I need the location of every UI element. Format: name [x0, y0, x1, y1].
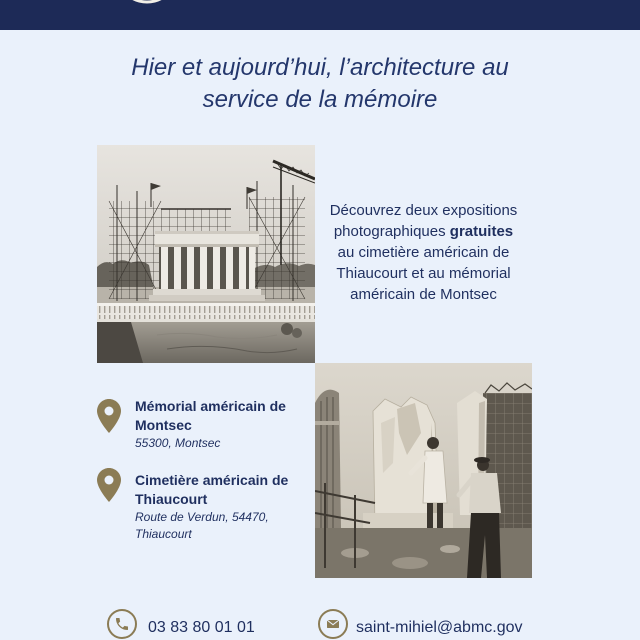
- intro-text-segment: photographiques: [333, 223, 446, 240]
- sculptors-photo: [315, 363, 532, 578]
- location-name: Cimetière américain de Thiaucourt: [135, 472, 289, 507]
- phone-glyph: [114, 616, 130, 632]
- location-name: Mémorial américain de Montsec: [135, 398, 286, 433]
- intro-line: Thiaucourt et au mémorial: [336, 265, 511, 282]
- page-title: [0, 52, 640, 116]
- location-address: Route de Verdun, 54470, Thiaucourt: [135, 510, 269, 541]
- memorial-construction-photo: [97, 145, 315, 363]
- title-line: service de la mémoire: [202, 86, 438, 113]
- map-pin-icon: [97, 468, 121, 502]
- title-line: Hier et aujourd’hui, l’architecture au: [131, 54, 509, 81]
- intro-emphasis: gratuites: [449, 223, 514, 240]
- intro-line: Découvrez deux expositions: [329, 202, 518, 219]
- phone-number-link[interactable]: 03 83 80 01 01: [148, 619, 255, 636]
- seal-logo-icon: [115, 0, 179, 4]
- location-thiaucourt: [135, 471, 305, 543]
- location-address: 55300, Montsec: [135, 436, 221, 450]
- intro-text: [315, 200, 532, 305]
- envelope-icon: [318, 609, 348, 639]
- intro-line: au cimetière américain de: [337, 244, 510, 261]
- phone-icon: [107, 609, 137, 639]
- envelope-glyph: [325, 616, 341, 632]
- location-montsec: [135, 397, 305, 452]
- top-bar: [0, 0, 640, 30]
- map-pin-icon: [97, 399, 121, 433]
- intro-line: [315, 221, 532, 242]
- intro-line: américain de Montsec: [350, 286, 497, 303]
- email-link[interactable]: saint-mihiel@abmc.gov: [356, 619, 523, 636]
